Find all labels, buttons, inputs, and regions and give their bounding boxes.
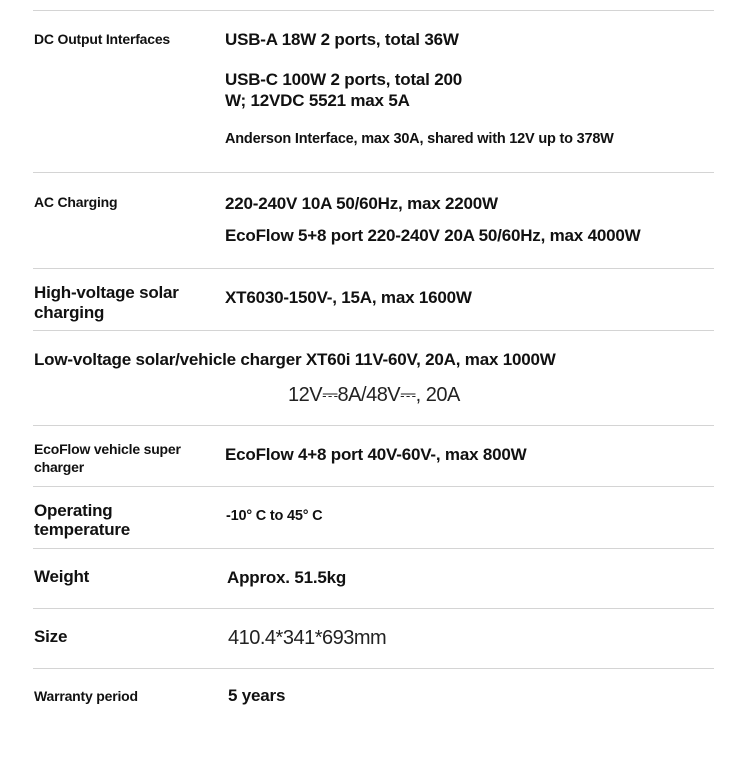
spec-label: Size xyxy=(34,627,68,646)
spec-value: 220-240V 10A 50/60Hz, max 2200W xyxy=(225,194,498,213)
divider xyxy=(33,608,714,609)
spec-label: Operating xyxy=(34,501,113,520)
divider xyxy=(33,486,714,487)
spec-value: EcoFlow 4+8 port 40V-60V-, max 800W xyxy=(225,445,527,464)
spec-value: USB-C 100W 2 ports, total 200 xyxy=(225,70,462,89)
spec-value: 5 years xyxy=(228,686,286,705)
spec-value: -10° C to 45° C xyxy=(226,508,323,524)
spec-value: 12V⎓8A/48V⎓, 20A xyxy=(288,384,460,406)
spec-label: Warranty period xyxy=(34,688,138,704)
spec-label: Weight xyxy=(34,567,90,586)
spec-value: 410.4*341*693mm xyxy=(228,627,387,649)
spec-label: temperature xyxy=(34,520,131,539)
spec-value: XT6030-150V-, 15A, max 1600W xyxy=(225,288,472,307)
spec-label: charging xyxy=(34,303,105,322)
divider xyxy=(33,10,714,11)
spec-value: W; 12VDC 5521 max 5A xyxy=(225,91,410,110)
divider xyxy=(33,425,714,426)
divider xyxy=(33,668,714,669)
divider xyxy=(33,172,714,173)
spec-label: Low-voltage solar/vehicle charger XT60i 11V-60V, 20A, max 1000W xyxy=(34,350,556,369)
spec-label: EcoFlow vehicle super xyxy=(34,441,181,457)
spec-value: EcoFlow 5+8 port 220-240V 20A 50/60Hz, max 4000W xyxy=(225,226,641,245)
spec-label: AC Charging xyxy=(34,194,118,210)
spec-label: charger xyxy=(34,459,84,475)
spec-value: Approx. 51.5kg xyxy=(227,568,347,587)
divider xyxy=(33,268,714,269)
spec-value: USB-A 18W 2 ports, total 36W xyxy=(225,30,459,49)
spec-label: DC Output Interfaces xyxy=(34,31,171,47)
divider xyxy=(33,548,714,549)
spec-value: Anderson Interface, max 30A, shared with 12V up to 378W xyxy=(225,131,614,147)
spec-label: High-voltage solar xyxy=(34,283,179,302)
divider xyxy=(33,330,714,331)
